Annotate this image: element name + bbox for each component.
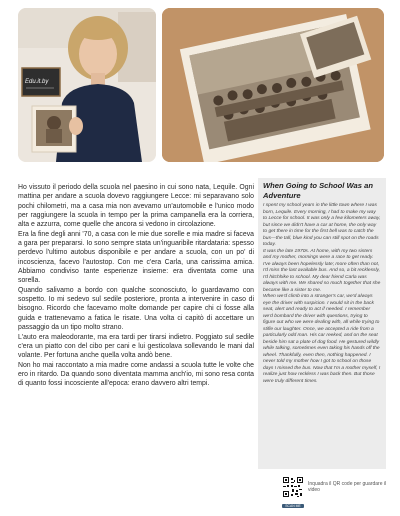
italian-paragraph: L'auto era maleodorante, ma era tardi per tirarsi indietro. Poggiato sul sedile c'era un piatto con del cibo per cani e lui gesticolava sollevando le mani dal volante. Per fortuna anche quella volta andò bene. <box>18 333 254 360</box>
italian-paragraph: Ho vissuto il periodo della scuola nel paesino in cui sono nata, Lequile. Ogni mattina per andare a scuola dovevo raggiungere Lecce: mi separavano solo pochi chilometri, ma a casa mia non avevamo un'automobile e l'unico modo per raggiungere la scuola in tempo per la prima campanella era la corriera, alta e azzurra, come quelle che ancora si vedono in circolazione. <box>18 184 254 229</box>
english-paragraph: It was the late 1970s. At home, with my two sisters and my mother, mornings were a race to get ready. I've always been hopelessly late; more often than not, I'd miss the last available bus. And so, a bit recklessly, I'd hitchhike to school. My dear friend Carla was always with me. We shared so much together that she became like a sister to me. <box>263 248 381 293</box>
italian-paragraph: Non ho mai raccontato a mia madre come andassi a scuola tutte le volte che ero in ritardo. Da quando sono diventata mamma anch'io, mi sono resa conta di quanto fossi incosciente all'epoca: erano davvero altri tempi. <box>18 361 254 388</box>
english-title: When Going to School Was an Adventure <box>263 181 373 200</box>
english-translation-box <box>258 178 386 469</box>
english-body <box>263 203 381 385</box>
group-photo-illustration <box>162 8 384 162</box>
italian-story-text <box>18 183 254 389</box>
english-paragraph: I spent my school years in the little town where I was born, Lequile. Every morning, I had to make my way to Lecce for school. It was only a few kilometers away, but since we didn't have a car at home, the only way to get there in time for the first bell was to catch the bus—the tall, blue kind you can still spot on the roads today. <box>263 203 381 247</box>
qr-caption: Inquadra il QR code per guardare il video <box>308 481 387 494</box>
italian-paragraph: Quando salivamo a bordo con qualche sconosciuto, lo guardavamo con sospetto. Io mi sedevo sul sedile posteriore, pronta a intervenire in caso di bisogno. Ricordo che facevamo molte domande per capire chi ci fosse alla guida e trattenevamo a fatica le risate. Una volta ci capitò di accettare un passaggio da un tipo molto strano. <box>18 286 254 332</box>
portrait-illustration <box>18 8 156 162</box>
italian-paragraph: Era la fine degli anni '70, a casa con le mie due sorelle e mia madre si faceva a gara per prepararsi. Io sono sempre stata un'inguaribile ritardataria: spesso perdevo l'ultimo autobus disponibile e per andare a scuola, con un po' di incoscienza, facevo l'autostop. Con me c'era Carla, una carissima amica. Abbiamo condiviso tante esperienze insieme: era diventata come una sorella. <box>18 230 254 285</box>
english-paragraph: When we'd climb into a stranger's car, we'd always eye the driver with suspicion. I would sit in the back seat, alert and ready to act if needed. I remember we'd bombard the driver with questions, trying to figure out who we were dealing with, all while trying to stifle our laughter. Once, we accepted a ride from a particularly odd man. His car reeked, and on the seat beside him sat a plate of dog food. He gestured wildly while talking, sometimes even taking his hands off the wheel. Thankfully, even then, nothing happened. I never told my mother how I got to school on those days I missed the bus. Now that I'm a mother myself, I realize just how reckless I was back then. But those were truly different times. <box>263 294 381 384</box>
qr-code-icon <box>282 476 304 498</box>
portrait-photo <box>18 8 156 162</box>
chalkboard-sign <box>22 68 60 96</box>
held-old-photo <box>32 106 76 152</box>
chalkboard-text: Edu.it.by <box>25 79 49 85</box>
qr-code[interactable] <box>282 476 304 508</box>
class-group-photo <box>162 8 384 162</box>
qr-scan-label: SCAN ME <box>282 504 304 508</box>
